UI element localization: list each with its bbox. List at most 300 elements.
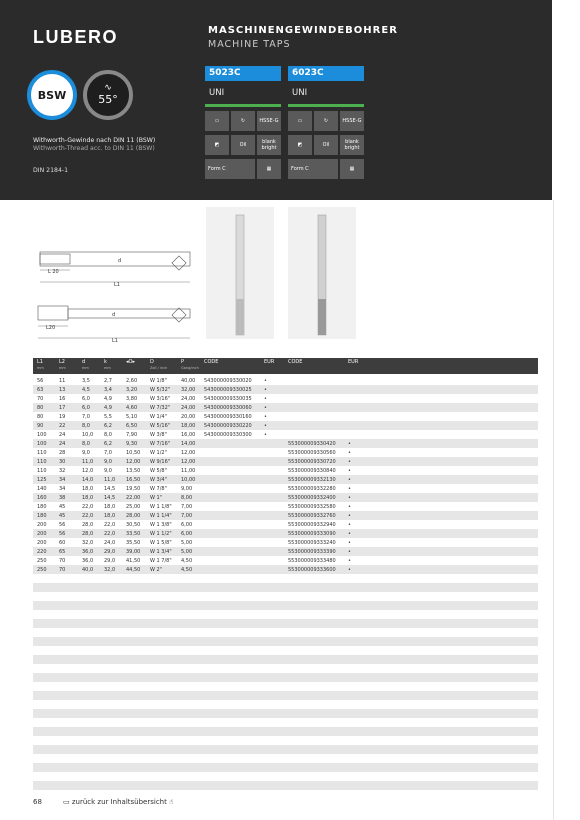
- table-row: [33, 592, 538, 601]
- table-cell: 6,2: [104, 423, 112, 429]
- tap-drawing-2: [34, 300, 204, 350]
- table-cell: 14,5: [104, 495, 116, 501]
- table-cell: 200: [37, 531, 47, 537]
- table-row: [33, 745, 538, 754]
- table-cell: 14,5: [104, 486, 116, 492]
- table-cell: 11: [59, 378, 66, 384]
- table-cell: W 3/4": [150, 477, 167, 483]
- table-cell: 200: [37, 540, 47, 546]
- table-cell: 110: [37, 450, 47, 456]
- tap-photo-2: [288, 207, 356, 339]
- table-row: [33, 520, 538, 529]
- product-column-1: [205, 66, 281, 179]
- table-cell: 8,0: [82, 441, 90, 447]
- header-l2: L2: [59, 359, 65, 365]
- table-cell: 2,7: [104, 378, 112, 384]
- table-cell: 553000009332580: [288, 504, 336, 510]
- table-cell: W 1 1/4": [150, 513, 172, 519]
- table-cell: W 1/4": [150, 414, 167, 420]
- table-cell: 3,4: [104, 387, 112, 393]
- rotation-icon: ↻: [314, 111, 338, 131]
- table-cell: •: [348, 567, 351, 573]
- table-cell: 14,00: [181, 441, 196, 447]
- product-code: 5023C: [205, 66, 281, 81]
- table-cell: 12,00: [181, 459, 196, 465]
- table-cell: W 1 1/8": [150, 504, 172, 510]
- dim-l1: L1: [112, 338, 118, 344]
- table-row: [33, 763, 538, 772]
- product-type: UNI: [209, 88, 225, 98]
- table-cell: 70: [37, 396, 44, 402]
- table-cell: 18,00: [181, 423, 196, 429]
- table-row: [33, 772, 538, 781]
- table-cell: 30: [59, 459, 66, 465]
- material-label: HSSE-G: [257, 111, 281, 131]
- table-cell: 25,00: [126, 504, 141, 510]
- table-row: [33, 601, 538, 610]
- tap-drawing-1: [34, 240, 204, 290]
- thread-icon: ▦: [257, 159, 281, 179]
- table-cell: W 1 3/4": [150, 549, 172, 555]
- table-cell: 32,00: [181, 387, 196, 393]
- table-cell: •: [348, 558, 351, 564]
- header-D: D: [150, 359, 154, 365]
- table-cell: W 1": [150, 495, 163, 501]
- table-header: [33, 358, 538, 374]
- tap-icon: ▭: [205, 111, 229, 131]
- table-cell: W 7/8": [150, 486, 167, 492]
- table-cell: 553000009332760: [288, 513, 336, 519]
- table-cell: 5,5: [104, 414, 112, 420]
- table-row: [33, 637, 538, 646]
- header-unit: Gang/inch: [181, 366, 199, 370]
- table-cell: 18,0: [82, 495, 94, 501]
- table-cell: 250: [37, 558, 47, 564]
- table-row: [33, 403, 538, 412]
- table-cell: 180: [37, 504, 47, 510]
- table-row: [33, 673, 538, 682]
- table-cell: 8,00: [181, 495, 193, 501]
- table-cell: 14,0: [82, 477, 94, 483]
- table-row: [33, 493, 538, 502]
- table-cell: 22,0: [104, 531, 116, 537]
- table-cell: 28,0: [82, 531, 94, 537]
- table-cell: •: [264, 414, 267, 420]
- table-row: [33, 466, 538, 475]
- header-k: k: [104, 359, 107, 365]
- table-cell: 56: [59, 531, 66, 537]
- table-cell: 32,0: [104, 567, 116, 573]
- green-bar: [288, 104, 364, 107]
- table-row: [33, 691, 538, 700]
- table-cell: 18,0: [104, 504, 116, 510]
- header-code-2: CODE: [288, 359, 303, 365]
- table-row: [33, 511, 538, 520]
- hole-icon: ◩: [288, 135, 312, 155]
- table-cell: 543000009330300: [204, 432, 252, 438]
- material-label: HSSE-G: [340, 111, 364, 131]
- coating-label: blank bright: [340, 135, 364, 155]
- table-row: [33, 619, 538, 628]
- table-cell: •: [348, 522, 351, 528]
- table-cell: W 3/16": [150, 396, 171, 402]
- table-cell: 22,0: [82, 504, 94, 510]
- table-cell: 4,50: [181, 558, 193, 564]
- table-cell: 4,5: [82, 387, 90, 393]
- table-cell: •: [348, 450, 351, 456]
- form-label: Form C: [288, 159, 338, 179]
- table-cell: W 1/8": [150, 378, 167, 384]
- table-cell: 7,90: [126, 432, 138, 438]
- table-cell: •: [348, 486, 351, 492]
- header-code-1: CODE: [204, 359, 219, 365]
- green-bar: [205, 104, 281, 107]
- table-cell: 12,00: [181, 450, 196, 456]
- product-type: UNI: [292, 88, 308, 98]
- table-row: [33, 529, 538, 538]
- page-subtitle: MACHINE TAPS: [208, 39, 291, 50]
- back-to-contents-link[interactable]: ▭ zurück zur Inhaltsübersicht ☝: [63, 798, 174, 806]
- table-row: [33, 736, 538, 745]
- table-cell: W 7/32": [150, 405, 171, 411]
- table-cell: 28,0: [82, 522, 94, 528]
- table-cell: 7,00: [181, 504, 193, 510]
- table-cell: W 1/2": [150, 450, 167, 456]
- table-cell: 24: [59, 441, 66, 447]
- table-row: [33, 385, 538, 394]
- table-cell: 160: [37, 495, 47, 501]
- table-cell: 22,00: [126, 495, 141, 501]
- table-cell: 4,50: [181, 567, 193, 573]
- table-cell: 11,00: [181, 468, 196, 474]
- table-cell: W 3/8": [150, 432, 167, 438]
- table-row: [33, 583, 538, 592]
- table-row: [33, 682, 538, 691]
- wave-icon: ∿: [104, 83, 112, 93]
- page-edge: [553, 200, 554, 820]
- table-cell: 45: [59, 504, 66, 510]
- table-cell: 7,00: [181, 513, 193, 519]
- lubricant-label: Oil: [231, 135, 255, 155]
- table-cell: 3,80: [126, 396, 138, 402]
- table-cell: 16,50: [126, 477, 141, 483]
- table-cell: 553000009330840: [288, 468, 336, 474]
- dim-l2: L 20: [48, 269, 59, 275]
- dim-d: d: [112, 312, 116, 318]
- table-cell: 11,0: [82, 459, 94, 465]
- table-cell: 5,00: [181, 540, 193, 546]
- table-cell: 80: [37, 414, 44, 420]
- table-cell: 553000009332400: [288, 495, 336, 501]
- table-cell: 3,20: [126, 387, 138, 393]
- tap-photo-1: [206, 207, 274, 339]
- table-cell: 16,00: [181, 432, 196, 438]
- table-cell: •: [348, 549, 351, 555]
- table-cell: 8,0: [82, 423, 90, 429]
- table-cell: •: [348, 540, 351, 546]
- table-cell: 24,00: [181, 396, 196, 402]
- table-cell: 18,0: [82, 486, 94, 492]
- table-cell: 553000009330560: [288, 450, 336, 456]
- table-cell: 180: [37, 513, 47, 519]
- table-cell: 100: [37, 441, 47, 447]
- table-cell: •: [348, 531, 351, 537]
- table-cell: 6,50: [126, 423, 138, 429]
- table-cell: 6,0: [82, 405, 90, 411]
- table-cell: 22,0: [82, 513, 94, 519]
- table-row: [33, 421, 538, 430]
- table-row: [33, 655, 538, 664]
- tap-icon: ▭: [288, 111, 312, 131]
- pointer-icon: ☝: [169, 798, 174, 806]
- page-title: MASCHINENGEWINDEBOHRER: [208, 25, 398, 36]
- table-cell: 125: [37, 477, 47, 483]
- table-cell: W 9/16": [150, 459, 171, 465]
- table-cell: 553000009333480: [288, 558, 336, 564]
- table-cell: 36,0: [82, 549, 94, 555]
- description-en: Withworth-Thread acc. to DIN 11 (BSW): [33, 145, 155, 152]
- book-icon: ▭: [63, 798, 72, 806]
- table-cell: 10,00: [181, 477, 196, 483]
- table-cell: 6,2: [104, 441, 112, 447]
- table-cell: 24: [59, 432, 66, 438]
- table-cell: 18,0: [104, 513, 116, 519]
- header-l1: L1: [37, 359, 43, 365]
- table-cell: 24,0: [104, 540, 116, 546]
- thread-icon: ▦: [340, 159, 364, 179]
- table-cell: 70: [59, 558, 66, 564]
- table-cell: 4,60: [126, 405, 138, 411]
- table-cell: •: [264, 396, 267, 402]
- table-cell: 11,0: [104, 477, 116, 483]
- table-cell: 553000009333240: [288, 540, 336, 546]
- table-row: [33, 754, 538, 763]
- table-cell: 6,00: [181, 531, 193, 537]
- table-row: [33, 457, 538, 466]
- table-row: [33, 547, 538, 556]
- angle-badge: ∿ 55°: [83, 70, 133, 120]
- table-cell: 65: [59, 549, 66, 555]
- table-cell: •: [348, 495, 351, 501]
- table-cell: 553000009332940: [288, 522, 336, 528]
- table-cell: 70: [59, 567, 66, 573]
- rotation-icon: ↻: [231, 111, 255, 131]
- table-cell: 16: [59, 396, 66, 402]
- table-row: [33, 700, 538, 709]
- header-square-icon: ◂O▸: [126, 359, 135, 365]
- table-cell: 6,0: [82, 396, 90, 402]
- page-number: 68: [33, 798, 42, 806]
- table-cell: 20,00: [181, 414, 196, 420]
- table-cell: 553000009333600: [288, 567, 336, 573]
- table-cell: 9,30: [126, 441, 138, 447]
- table-cell: 41,50: [126, 558, 141, 564]
- table-cell: 5,10: [126, 414, 138, 420]
- table-cell: •: [264, 378, 267, 384]
- table-cell: 9,0: [104, 468, 112, 474]
- table-cell: •: [264, 405, 267, 411]
- table-row: [33, 727, 538, 736]
- product-code: 6023C: [288, 66, 364, 81]
- table-cell: •: [348, 468, 351, 474]
- table-cell: 9,0: [104, 459, 112, 465]
- table-cell: 543000009330160: [204, 414, 252, 420]
- table-cell: 4,9: [104, 396, 112, 402]
- table-cell: W 5/32": [150, 387, 171, 393]
- dim-d: d: [118, 258, 122, 264]
- table-cell: 543000009330035: [204, 396, 252, 402]
- table-cell: W 5/8": [150, 468, 167, 474]
- table-cell: 63: [37, 387, 44, 393]
- table-cell: 110: [37, 468, 47, 474]
- table-cell: 9,00: [181, 486, 193, 492]
- table-row: [33, 412, 538, 421]
- table-cell: 553000009333090: [288, 531, 336, 537]
- table-cell: 2,60: [126, 378, 138, 384]
- header-d: d: [82, 359, 86, 365]
- table-cell: 6,00: [181, 522, 193, 528]
- table-cell: 28,00: [126, 513, 141, 519]
- table-cell: 543000009330020: [204, 378, 252, 384]
- table-cell: 19: [59, 414, 66, 420]
- table-cell: 34: [59, 477, 66, 483]
- table-cell: 32,0: [82, 540, 94, 546]
- table-cell: 13,50: [126, 468, 141, 474]
- standard-label: DIN 2184-1: [33, 167, 69, 174]
- table-cell: 29,0: [104, 558, 116, 564]
- table-cell: 13: [59, 387, 66, 393]
- coating-label: blank bright: [257, 135, 281, 155]
- thread-badge: BSW: [27, 70, 77, 120]
- table-cell: •: [348, 477, 351, 483]
- hole-icon: ◩: [205, 135, 229, 155]
- table-cell: 4,9: [104, 405, 112, 411]
- table-cell: 33,50: [126, 531, 141, 537]
- table-cell: 40,0: [82, 567, 94, 573]
- table-row: [33, 718, 538, 727]
- table-cell: 56: [37, 378, 44, 384]
- table-row: [33, 430, 538, 439]
- table-row: [33, 484, 538, 493]
- table-cell: 28: [59, 450, 66, 456]
- header-eur-1: EUR: [264, 359, 275, 365]
- header-unit: mm: [37, 366, 44, 370]
- table-cell: W 1 7/8": [150, 558, 172, 564]
- table-row: [33, 475, 538, 484]
- table-cell: 553000009333390: [288, 549, 336, 555]
- header-P: P: [181, 359, 185, 365]
- table-cell: 35,50: [126, 540, 141, 546]
- table-cell: •: [348, 504, 351, 510]
- table-cell: 3,5: [82, 378, 90, 384]
- table-cell: 30,50: [126, 522, 141, 528]
- table-cell: 19,50: [126, 486, 141, 492]
- table-cell: W 1 1/2": [150, 531, 172, 537]
- table-cell: 543000009330220: [204, 423, 252, 429]
- table-cell: 17: [59, 405, 66, 411]
- table-row: [33, 610, 538, 619]
- table-row: [33, 781, 538, 790]
- brand-logo: LUBERO: [33, 27, 118, 47]
- table-cell: W 5/16": [150, 423, 171, 429]
- table-cell: 110: [37, 459, 47, 465]
- table-cell: •: [348, 459, 351, 465]
- table-row: [33, 664, 538, 673]
- table-row: [33, 502, 538, 511]
- table-row: [33, 628, 538, 637]
- table-cell: 12,00: [126, 459, 141, 465]
- table-cell: 7,0: [82, 414, 90, 420]
- table-cell: W 7/16": [150, 441, 171, 447]
- table-cell: 250: [37, 567, 47, 573]
- table-cell: 22,0: [104, 522, 116, 528]
- table-cell: 100: [37, 432, 47, 438]
- table-cell: 10,0: [82, 432, 94, 438]
- table-cell: •: [348, 513, 351, 519]
- table-cell: 44,50: [126, 567, 141, 573]
- header-band: [0, 0, 552, 200]
- table-cell: 29,0: [104, 549, 116, 555]
- lubricant-label: Oil: [314, 135, 338, 155]
- table-cell: •: [348, 441, 351, 447]
- table-row: [33, 709, 538, 718]
- product-column-2: [288, 66, 364, 179]
- table-cell: 45: [59, 513, 66, 519]
- header-unit: mm: [104, 366, 111, 370]
- table-row: [33, 565, 538, 574]
- table-cell: 32: [59, 468, 66, 474]
- dim-l1: L1: [114, 282, 120, 288]
- table-cell: 543000009330025: [204, 387, 252, 393]
- table-cell: 553000009332130: [288, 477, 336, 483]
- table-cell: 38: [59, 495, 66, 501]
- description-de: Withworth-Gewinde nach DIN 11 (BSW): [33, 137, 156, 144]
- header-unit: mm: [82, 366, 89, 370]
- header-unit: Zoll / inch: [150, 366, 168, 370]
- table-cell: 24,00: [181, 405, 196, 411]
- table-row: [33, 574, 538, 583]
- table-cell: 140: [37, 486, 47, 492]
- form-label: Form C: [205, 159, 255, 179]
- dim-l2: L20: [46, 325, 56, 331]
- table-row: [33, 439, 538, 448]
- table-row: [33, 646, 538, 655]
- table-cell: 8,0: [104, 432, 112, 438]
- table-cell: 22: [59, 423, 66, 429]
- table-cell: 12,0: [82, 468, 94, 474]
- header-eur-2: EUR: [348, 359, 359, 365]
- footer: [33, 798, 174, 806]
- table-row: [33, 538, 538, 547]
- table-cell: W 1 3/8": [150, 522, 172, 528]
- table-cell: 90: [37, 423, 44, 429]
- table-cell: •: [264, 387, 267, 393]
- table-cell: •: [264, 432, 267, 438]
- table-cell: 40,00: [181, 378, 196, 384]
- header-unit: mm: [59, 366, 66, 370]
- table-cell: 36,0: [82, 558, 94, 564]
- table-row: [33, 394, 538, 403]
- table-row: [33, 376, 538, 385]
- table-cell: 200: [37, 522, 47, 528]
- table-row: [33, 556, 538, 565]
- table-cell: 39,00: [126, 549, 141, 555]
- table-cell: 553000009330720: [288, 459, 336, 465]
- table-cell: 220: [37, 549, 47, 555]
- table-cell: 60: [59, 540, 66, 546]
- table-cell: 7,0: [104, 450, 112, 456]
- table-cell: 34: [59, 486, 66, 492]
